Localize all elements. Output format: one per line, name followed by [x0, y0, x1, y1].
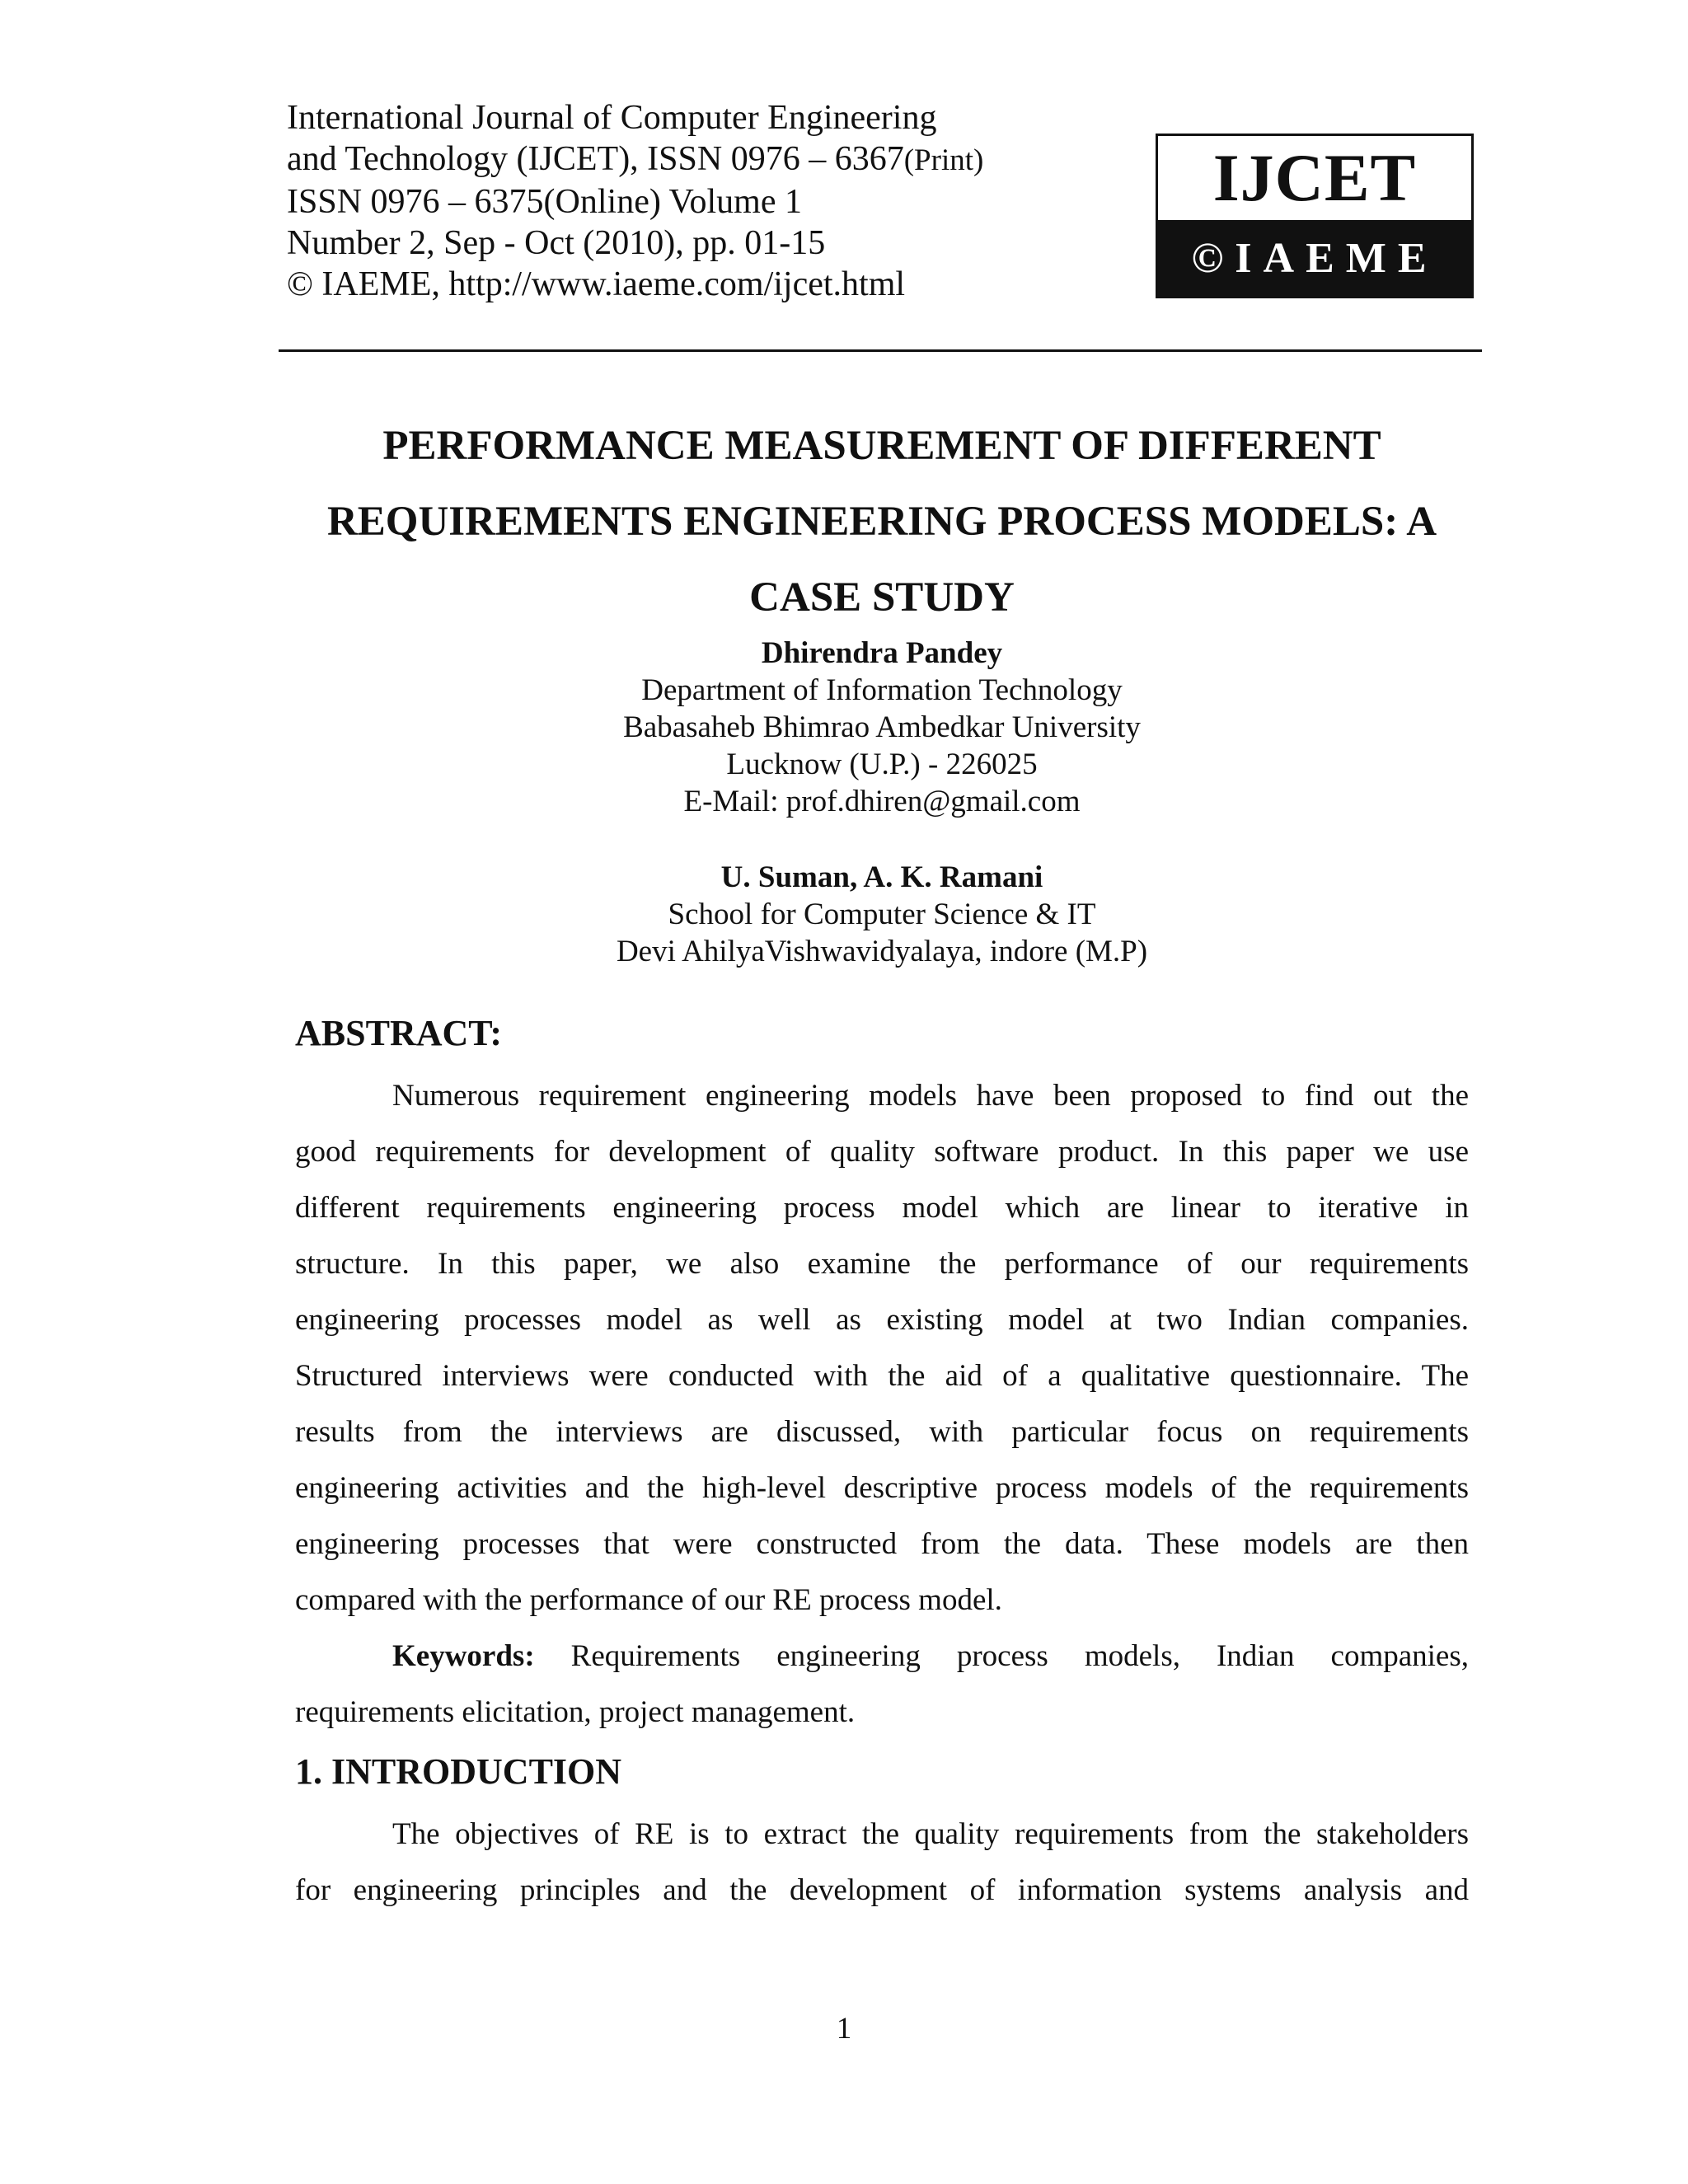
author-affiliation: Devi AhilyaVishwavidyalaya, indore (M.P) — [616, 935, 1148, 968]
abstract-heading: ABSTRACT: — [295, 1013, 503, 1053]
journal-line: © IAEME, http://www.iaeme.com/ijcet.html — [287, 265, 906, 303]
abstract-line: Structured interviews were conducted with the aid of a qualitative questionnaire. The — [295, 1359, 1469, 1393]
print-suffix: (Print) — [903, 143, 984, 177]
introduction-line: for engineering principles and the development of information systems analysis and — [295, 1873, 1469, 1907]
journal-line: Number 2, Sep - Oct (2010), pp. 01-15 — [287, 224, 826, 262]
abstract-line: good requirements for development of quality software product. In this paper we use — [295, 1135, 1469, 1169]
header-divider — [279, 349, 1482, 352]
title-line: REQUIREMENTS ENGINEERING PROCESS MODELS: A — [326, 499, 1437, 545]
abstract-line: engineering activities and the high-level descriptive process models of the requirements — [295, 1471, 1469, 1505]
introduction-text — [295, 1807, 1469, 1919]
logo-publisher: ©IAEME — [1158, 220, 1471, 296]
author-block-1 — [412, 635, 1352, 820]
abstract-line: compared with the performance of our RE process model. — [295, 1583, 1002, 1617]
author-name: Dhirendra Pandey — [761, 636, 1003, 670]
keywords-line — [295, 1629, 1469, 1685]
author-name: U. Suman, A. K. Ramani — [720, 860, 1043, 894]
author-block-2 — [412, 859, 1352, 970]
logo-title: IJCET — [1212, 140, 1417, 215]
abstract-line: engineering processes model as well as existing model at two Indian companies. — [295, 1303, 1469, 1337]
journal-line: International Journal of Computer Engineering — [287, 99, 937, 137]
ijcet-logo — [1156, 134, 1474, 298]
paper-title — [280, 408, 1484, 635]
author-affiliation: School for Computer Science & IT — [668, 898, 1096, 931]
keywords-label: Keywords: — [392, 1639, 535, 1673]
journal-line: ISSN 0976 – 6375(Online) Volume 1 — [287, 183, 802, 221]
author-email: E-Mail: prof.dhiren@gmail.com — [683, 785, 1081, 818]
keywords-text: Requirements engineering process models, Indian companies, — [570, 1639, 1469, 1673]
abstract-line: Numerous requirement engineering models have been proposed to find out the — [392, 1079, 1469, 1113]
abstract-line: results from the interviews are discussed, with particular focus on requirements — [295, 1415, 1469, 1449]
abstract-line: engineering processes that were constructed from the data. These models are then — [295, 1527, 1469, 1561]
journal-line — [287, 138, 1111, 181]
abstract-line: different requirements engineering process model which are linear to iterative in — [295, 1191, 1469, 1225]
author-affiliation: Babasaheb Bhimrao Ambedkar University — [623, 710, 1141, 744]
keywords — [295, 1629, 1469, 1741]
author-affiliation: Lucknow (U.P.) - 226025 — [726, 748, 1038, 781]
keywords-line: requirements elicitation, project management. — [295, 1695, 856, 1729]
abstract-text — [295, 1068, 1469, 1629]
abstract-line: structure. In this paper, we also examine the performance of our requirements — [295, 1247, 1469, 1281]
introduction-line: The objectives of RE is to extract the quality requirements from the stakeholders — [392, 1817, 1469, 1851]
journal-issn-print: and Technology (IJCET), ISSN 0976 – 6367 — [287, 140, 904, 178]
page-number: 1 — [836, 2012, 852, 2046]
title-line: PERFORMANCE MEASUREMENT OF DIFFERENT — [382, 423, 1381, 469]
author-affiliation: Department of Information Technology — [641, 673, 1123, 707]
journal-info — [287, 97, 1111, 305]
title-line: CASE STUDY — [749, 574, 1015, 621]
introduction-heading: 1. INTRODUCTION — [295, 1751, 622, 1792]
